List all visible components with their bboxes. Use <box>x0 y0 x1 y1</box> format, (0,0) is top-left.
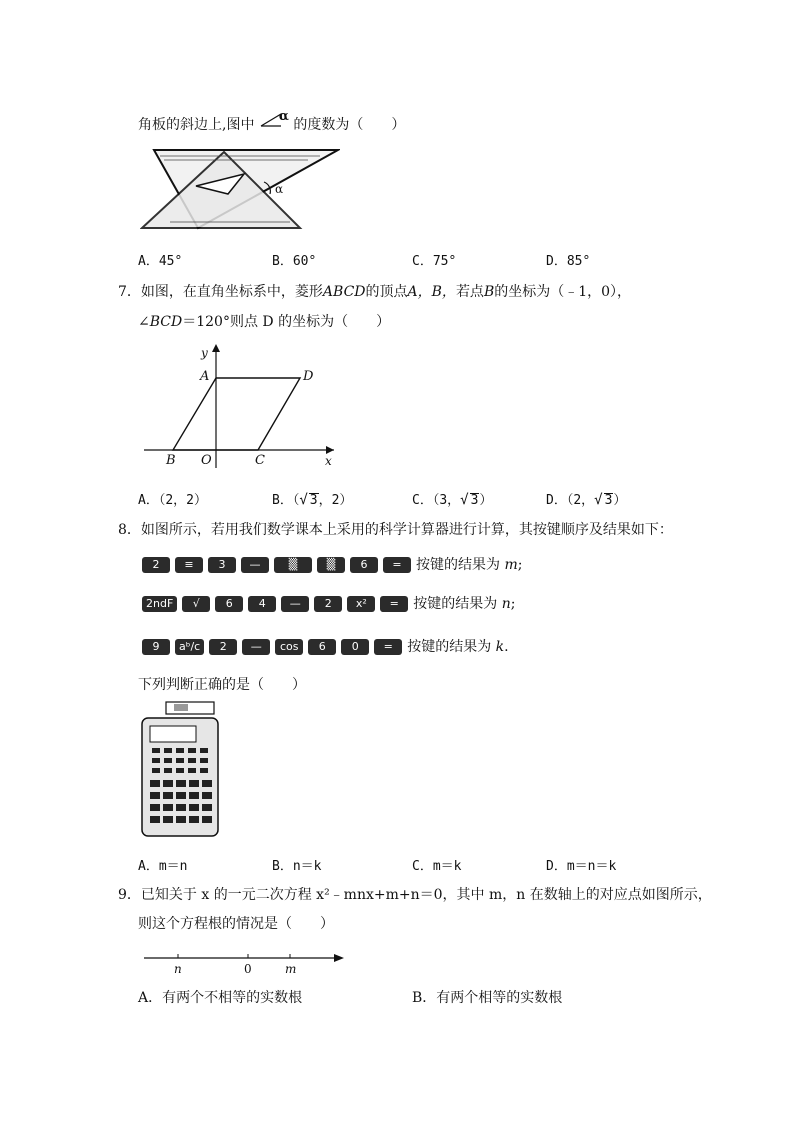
calc-key[interactable]: ▒ <box>274 557 312 573</box>
q8-option-a[interactable]: A．m＝n <box>138 859 188 874</box>
calc-key[interactable]: 6 <box>215 596 243 612</box>
q9-stem-line2: 则这个方程根的情况是（ ） <box>138 916 334 932</box>
q6-alpha-symbol: α <box>259 116 289 134</box>
q7-point-d-label: D <box>303 369 314 384</box>
q7-rhombus-figure <box>140 340 340 470</box>
q8-calculator-image <box>140 700 220 840</box>
q7-number: 7． <box>118 284 141 300</box>
q7-stem-line1: 7．如图，在直角坐标系中，菱形ABCD的顶点A，B，若点B的坐标为（﹣1，0）， <box>118 284 632 300</box>
calc-key[interactable]: aᵇ/c <box>175 639 204 655</box>
calc-key[interactable]: 2 <box>209 639 237 655</box>
q8-option-b[interactable]: B．n＝k <box>272 859 322 874</box>
q8-row2-result-text: 按键的结果为 n; <box>413 596 516 612</box>
calc-key[interactable]: 0 <box>341 639 369 655</box>
calc-key[interactable]: 3 <box>208 557 236 573</box>
q7-option-b[interactable]: B．（√ 3，2） <box>272 492 353 508</box>
q8-key-row-1 <box>142 556 522 574</box>
q7-axis-x-label: x <box>325 454 332 468</box>
calc-key[interactable]: x² <box>347 596 375 612</box>
q9-label-zero: 0 <box>244 962 252 976</box>
q6-option-d[interactable]: D．85° <box>546 254 591 269</box>
q7-point-a-label: A <box>200 369 210 384</box>
q7-option-a[interactable]: A．（2，2） <box>138 493 207 508</box>
calc-key[interactable]: ≡ <box>175 557 203 573</box>
calc-key[interactable]: √ <box>182 596 210 612</box>
calc-key[interactable]: 6 <box>308 639 336 655</box>
q8-stem: 8．如图所示，若用我们数学课本上采用的科学计算器进行计算，其按键顺序及结果如下： <box>118 522 673 538</box>
calc-key[interactable]: — <box>242 639 270 655</box>
calc-key[interactable]: — <box>281 596 309 612</box>
calc-key[interactable]: 2ndF <box>142 596 177 612</box>
q9-stem-line1: 9．已知关于 x 的一元二次方程 x²﹣mnx+m+n＝0，其中 m，n 在数轴上的对应点如图所示， <box>118 887 712 903</box>
q8-option-c[interactable]: C．m＝k <box>412 859 462 874</box>
q8-question: 下列判断正确的是（ ） <box>138 677 306 693</box>
calc-key[interactable]: ▒ <box>317 557 345 573</box>
q9-label-n: n <box>174 962 182 976</box>
q7-point-b-label: B <box>166 453 176 468</box>
q7-option-d[interactable]: D．（2，√ 3） <box>546 492 627 508</box>
q6-stem <box>138 109 406 134</box>
q8-option-d[interactable]: D．m＝n＝k <box>546 859 617 874</box>
q7-origin-label: O <box>201 453 212 468</box>
q6-option-b[interactable]: B．60° <box>272 254 317 269</box>
q9-number-line <box>140 948 346 972</box>
q6-option-c[interactable]: C．75° <box>412 254 457 269</box>
calc-key[interactable]: — <box>241 557 269 573</box>
q6-set-squares-figure <box>140 146 340 232</box>
q7-option-c[interactable]: C．（3，√ 3） <box>412 492 493 508</box>
calc-key[interactable]: = <box>380 596 408 612</box>
calc-key[interactable]: 6 <box>350 557 378 573</box>
q9-number: 9． <box>118 887 141 903</box>
q7-point-c-label: C <box>255 453 265 468</box>
rhombus-abcd <box>173 378 300 450</box>
calc-key[interactable]: = <box>383 557 411 573</box>
q8-number: 8． <box>118 522 141 538</box>
q9-label-m: m <box>285 962 297 976</box>
q9-option-a[interactable]: A．有两个不相等的实数根 <box>138 990 303 1006</box>
q7-axis-y-label: y <box>201 346 208 360</box>
calc-key[interactable]: 2 <box>314 596 342 612</box>
q6-stem-before: 角板的斜边上,图中 <box>138 117 255 133</box>
q6-option-a[interactable]: A．45° <box>138 254 183 269</box>
calc-key[interactable]: 4 <box>248 596 276 612</box>
q8-row3-result-text: 按键的结果为 k. <box>407 639 509 655</box>
calc-key[interactable]: = <box>374 639 402 655</box>
q6-figure-alpha-label: α <box>275 182 284 196</box>
q6-stem-after: 的度数为（ ） <box>293 117 406 133</box>
q8-key-row-2 <box>142 595 515 613</box>
calc-key[interactable]: 2 <box>142 557 170 573</box>
calc-key[interactable]: cos <box>275 639 303 655</box>
q9-option-b[interactable]: B．有两个相等的实数根 <box>412 990 563 1006</box>
calc-key[interactable]: 9 <box>142 639 170 655</box>
q8-key-row-3 <box>142 638 509 656</box>
q8-row1-result-text: 按键的结果为 m; <box>416 557 523 573</box>
q7-stem-line2: ∠BCD＝120°则点 D 的坐标为（ ） <box>138 314 391 330</box>
